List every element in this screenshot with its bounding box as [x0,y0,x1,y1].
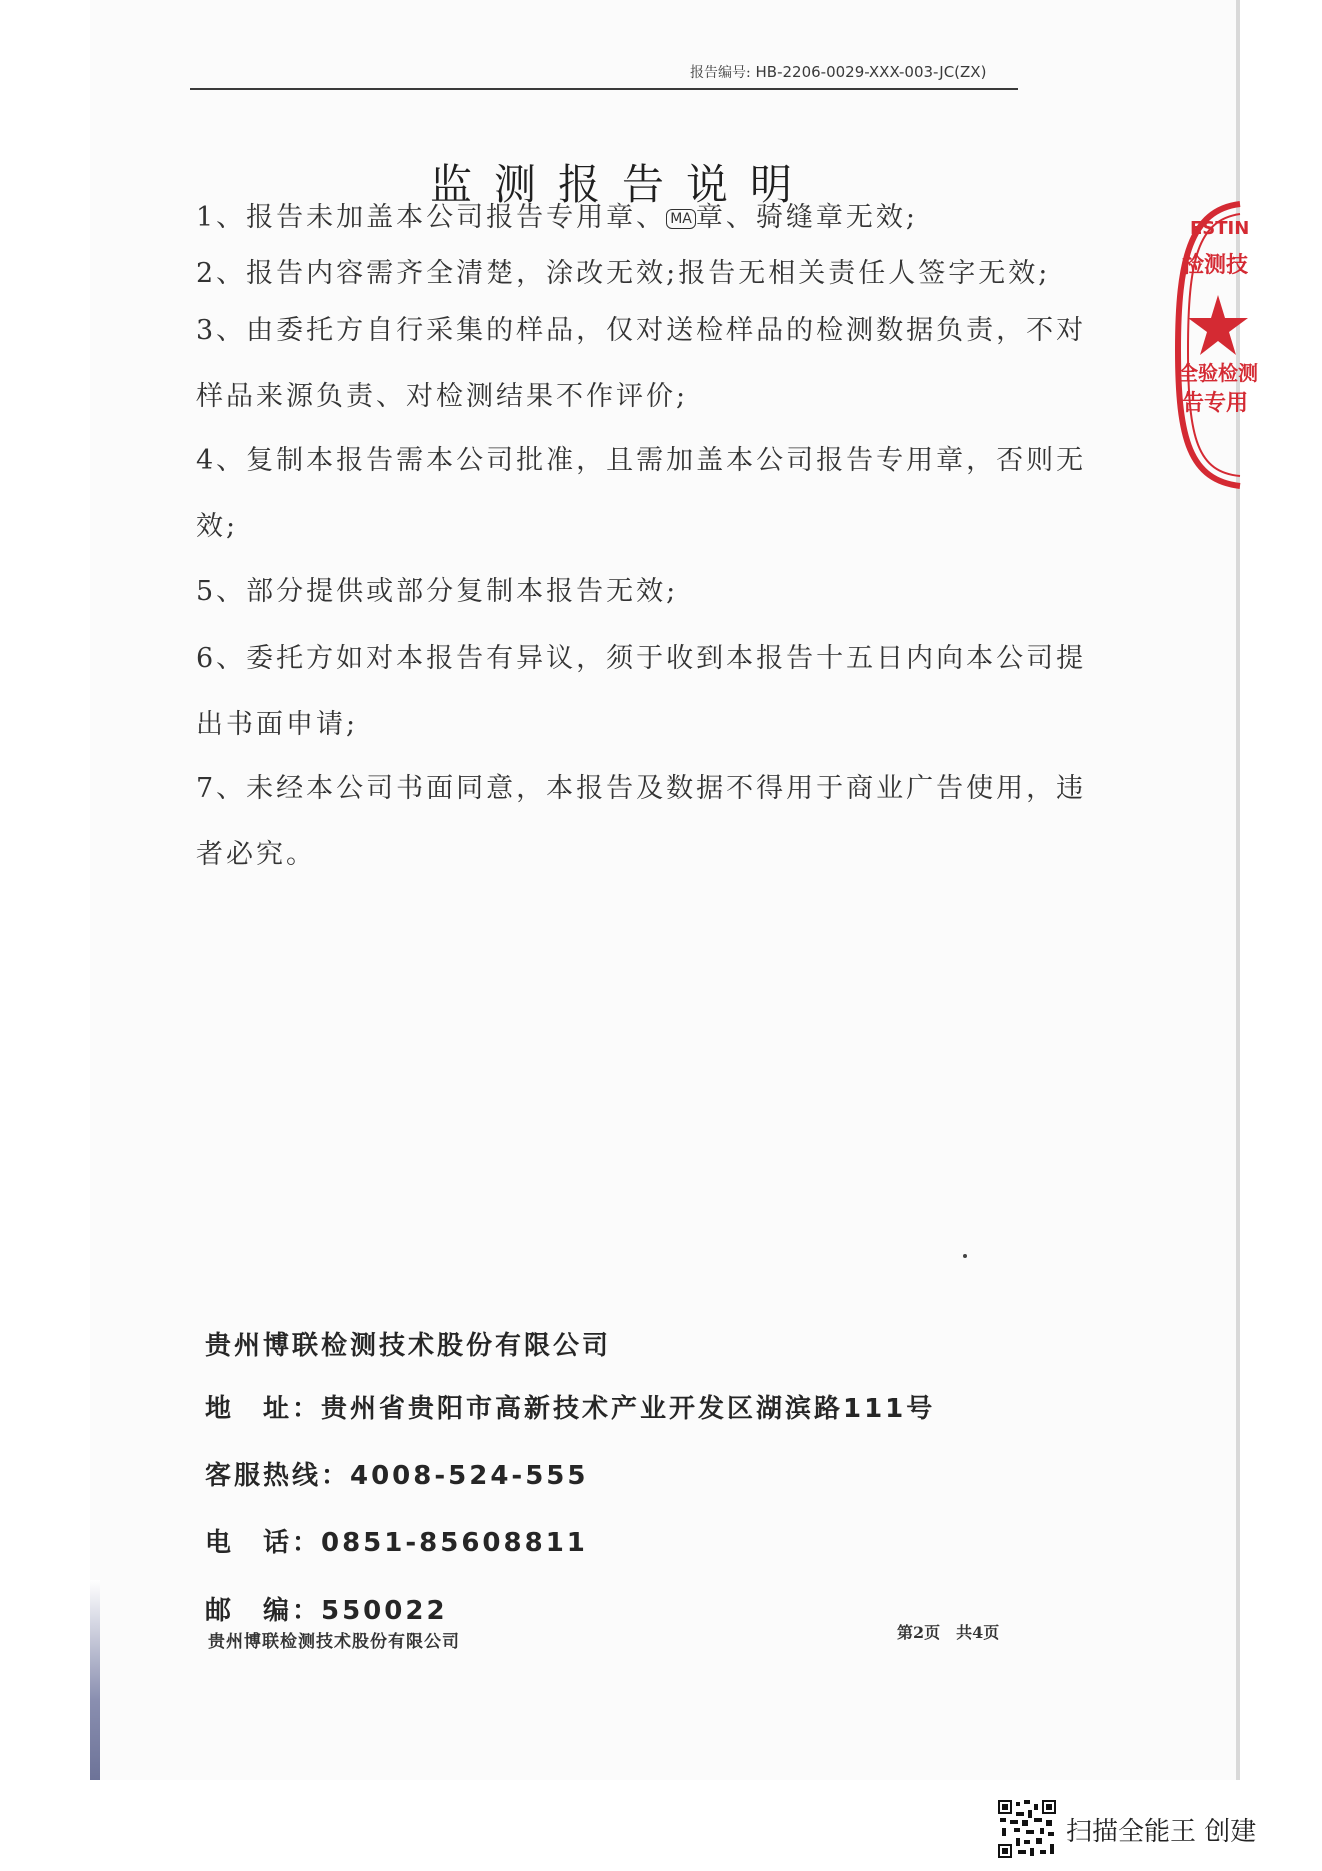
item-3-line-2: 样品来源负责、对检测结果不作评价; [196,381,689,412]
seal-text-top: ESTIN [1190,218,1250,239]
item-2-text: 2、报告内容需齐全清楚，涂改无效;报告无相关责任人签字无效; [196,258,1051,289]
scanner-watermark [998,1800,1256,1858]
footer-company: 贵州博联检测技术股份有限公司 [208,1632,460,1652]
qr-code-icon [998,1800,1056,1858]
item-7-line-1: 7、未经本公司书面同意，本报告及数据不得用于商业广告使用，违 [196,773,1087,804]
item-3-line-1: 3、由委托方自行采集的样品，仅对送检样品的检测数据负责，不对 [196,315,1087,346]
item-3 [196,298,1086,430]
item-5 [196,559,678,625]
seal-text-mid: 检测技 [1182,252,1249,278]
seal-text-bottom-1: 全验检测 [1178,361,1258,385]
cma-mark-icon: MA [666,209,696,229]
item-5-text: 5、部分提供或部分复制本报告无效; [196,576,679,607]
company-phone: 电 话：0851-85608811 [205,1528,588,1558]
footer-page-number: 第2页 共4页 [897,1623,1000,1642]
report-number [690,62,986,82]
item-4-line-1: 4、复制本报告需本公司批准，且需加盖本公司报告专用章，否则无 [196,445,1087,476]
item-7 [196,756,1086,888]
report-number-value: HB-2206-0029-XXX-003-JC(ZX) [755,63,987,81]
item-1-text-a: 1、报告未加盖本公司报告专用章、 [196,202,667,233]
item-6 [196,626,1086,758]
company-address: 地 址：贵州省贵阳市高新技术产业开发区湖滨路111号 [205,1394,936,1424]
item-4 [196,428,1086,560]
item-4-line-2: 效; [196,511,239,542]
document-title: 监测报告说明 [430,160,815,209]
item-1-text-b: 章、骑缝章无效; [695,202,918,233]
item-6-line-1: 6、委托方如对本报告有异议，须于收到本报告十五日内向本公司提 [196,643,1087,674]
company-name: 贵州博联检测技术股份有限公司 [205,1331,612,1361]
item-7-line-2: 者必究。 [196,839,316,870]
company-seal-icon [1170,200,1258,490]
company-postcode: 邮 编：550022 [205,1596,448,1626]
scanner-label: 扫描全能王 创建 [1066,1816,1257,1847]
item-6-line-2: 出书面申请; [196,709,359,740]
scan-edge-shadow [90,1580,100,1780]
header-rule [190,88,1018,90]
report-number-label: 报告编号: [690,65,751,81]
seal-text-bottom-2: 告专用 [1182,390,1249,416]
stray-mark [963,1254,967,1258]
company-hotline: 客服热线：4008-524-555 [205,1461,589,1491]
